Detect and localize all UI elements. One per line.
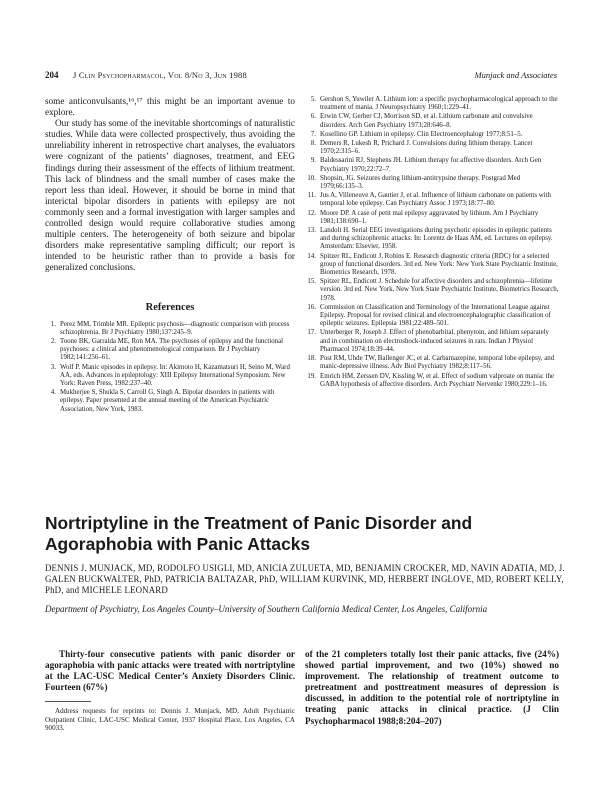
journal-citation: J Clin Psychopharmacol, Vol 8/No 3, Jun 1988 (73, 70, 247, 80)
reprint-footnote: Address requests for reprints to: Dennis J. Munjack, MD, Adult Psychiatric Outpatient Clinic, LAC-USC Medical Center, 1937 Hospital Place, Los Angeles, CA 90033. (45, 707, 295, 733)
reference-number: 11. (307, 192, 316, 200)
reference-text: Jus A, Villeneuve A, Gautier J, et al. Influence of lithium carbonate on patients with temporal lobe epilepsy. Can Psychiatry Assoc J 1973;18:77–80. (320, 192, 552, 208)
reference-text: Commission on Classification and Terminology of the International League against Epilepsy. Proposal for revised clinical and electroencephalographic classification of epileptic seizures. Epilepsia 1981;22:489–501. (320, 303, 551, 328)
reference-item (45, 389, 295, 414)
reference-item (305, 96, 559, 112)
reference-item (305, 253, 559, 278)
references-heading: References (145, 301, 195, 313)
reference-number: 1. (50, 320, 56, 328)
reference-item (305, 157, 559, 173)
abstract-text: Thirty-four consecutive patients with panic disorder or agoraphobia with panic attacks were treated with nortriptyline at the LAC-USC Medical Center’s Anxiety Disorders Clinic. Fourteen (67%) (45, 649, 295, 693)
reference-number: 9. (310, 157, 316, 165)
article-title: Nortriptyline in the Treatment of Panic Disorder and Agoraphobia with Panic Attacks (45, 513, 473, 554)
discussion-paragraph: some anticonvulsants,¹⁶,¹⁷ this might be an important avenue to explore. (45, 96, 295, 118)
reference-item (305, 373, 559, 389)
author-list: DENNIS J. MUNJACK, MD, RODOLFO USIGLI, MD, ANICIA ZULUETA, MD, BENJAMIN CROCKER, MD, NAVIN ADATIA, MD, J. GALEN BUCKWALTER, PhD, PATRICIA BALTAZAR, PhD, WILLIAM KURVINK, MD, HERBERT INGLOVE, MD, ROBERT KELLY, PhD, and MICHELE LEONARD (45, 563, 565, 595)
reference-text: Moore DP. A case of petit mal epilepsy aggravated by lithium. Am J Psychiatry 1981;138:690–1. (320, 209, 539, 225)
reference-text: Unterberger R, Joseph J. Effect of phenobarbital, phenytoin, and lithium separately and in combination on electroshock-induced seizures in rats. Indian J Physiol Pharmacol 1974;18:39–44. (320, 329, 549, 353)
reference-item (305, 192, 559, 208)
reference-number: 2. (50, 337, 56, 345)
reference-number: 12. (307, 209, 316, 217)
reference-item (45, 364, 295, 389)
reference-item (305, 175, 559, 191)
reference-text: Mukherjee S, Shukla S, Carroll G, Singh A. Bipolar disorders in patients with epilepsy. Paper presented at the annual meeting of the American Psychiatric Association, New York, 1983. (60, 389, 275, 413)
reference-text: Spitzer RL, Endicott J, Robins E. Research diagnostic criteria (RDC) for a selected group of functional disorders. 3rd ed. New York: New York State Psychiatric Institute, Biometrics Research, 1978. (320, 252, 558, 277)
reference-number: 6. (310, 113, 316, 121)
reference-item (305, 140, 559, 156)
reference-item (305, 278, 559, 303)
reference-text: Emrich HM, Zerssen DV, Kissling W, et al. Effect of sodium valproate on mania: the GABA hypothesis of affective disorders. Arch Psychiatr Nervenkr 1980;229:1–16. (320, 372, 554, 388)
reference-item (305, 210, 559, 226)
author-affiliation: Department of Psychiatry, Los Angeles County–University of Southern California Medical Center, Los Angeles, California (45, 604, 488, 614)
running-title: Munjack and Associates (474, 70, 557, 80)
reference-text: Wolf P. Manic episodes in epilepsy. In: Akimoto H, Kazamatsuri H, Seino M, Ward AA, eds. Advances in epileptology: XIII Epilepsy International Symposium. New York: Raven Press, 1982:237–40. (60, 363, 290, 387)
reference-text: Baldessarini RJ, Stephens JH. Lithium therapy for affective disorders. Arch Gen Psychiatry 1970;22:72–7. (320, 157, 542, 173)
reference-item (305, 131, 559, 139)
reference-item (305, 304, 559, 329)
reference-text: Demers R, Lukesh R, Prichard J. Convulsions during lithium therapy. Lancet 1970;2:315–6. (320, 140, 533, 156)
left-column (45, 96, 295, 415)
right-column (305, 96, 559, 394)
reference-number: 5. (310, 96, 316, 103)
page-number: 204 (45, 70, 59, 80)
reference-number: 3. (50, 363, 56, 371)
reference-text: Spitzer RL, Endicott J. Schedule for affective disorders and schizophrenia—lifetime version. 3rd ed. New York, New York State Psychiatric Institute, Biometrics Research, 1978. (320, 278, 559, 302)
reference-item (305, 355, 559, 371)
reference-text: Shopsin, JG. Seizures during lithium-antitrypsine therapy. Postgrad Med 1979;66:135–3. (320, 174, 521, 191)
footnote-divider (45, 701, 91, 702)
abstract-right-column (305, 649, 559, 727)
reference-list-right (305, 96, 559, 393)
reference-text: Kosellino GP. Lithium in epilepsy. Clin Electroencephalogr 1977;8:51–5. (320, 130, 523, 138)
reference-number: 15. (307, 278, 316, 286)
abstract-text: of the 21 completers totally lost their panic attacks, five (24%) showed partial improvement, and two (10%) showed no improvement. The relationship of treatment outcome to pretreatment and posttreatment measures of depression is discussed, in addition to the potential role of nortriptyline in treating panic attacks in clinical practice. (J Clin Psychopharmacol 1988;8:204–207) (305, 649, 559, 726)
reference-number: 19. (307, 372, 316, 380)
reference-text: Erwin CW, Gerber CJ, Morrison SD, et al. Lithium carbonate and convulsive disorders. Arch Gen Psychiatry 1973;28:646–8. (320, 113, 533, 129)
reference-text: Toone BK, Garralda ME, Ron MA. The psychoses of epilepsy and the functional psychoses: a clinical and phenomenological comparison. Br J Psychiatry 1982;141:256–61. (60, 337, 284, 362)
reference-number: 18. (307, 355, 316, 363)
reference-text: Post RM, Uhde TW, Ballenger JC, et al. Carbamazepine, temporal lobe epilepsy, and manic-depressive illness. Adv Biol Psychiatry 1982;8:117–56. (320, 355, 555, 371)
reference-item (305, 227, 559, 252)
abstract-left-column (45, 649, 295, 733)
reference-number: 4. (50, 389, 56, 397)
reference-number: 14. (307, 252, 316, 260)
reference-text: Gershon S, Yuwiler A. Lithium ion: a specific psychopharmacological approach to the treatment of mania. J Neuropsychiatry 1960;1:229–41. (320, 96, 558, 112)
reference-number: 10. (307, 174, 316, 182)
reference-number: 13. (307, 227, 316, 235)
reference-item (45, 338, 295, 363)
reference-number: 16. (307, 303, 316, 311)
reference-item (45, 321, 295, 337)
reference-number: 17. (307, 329, 316, 337)
reference-number: 8. (310, 140, 316, 148)
discussion-paragraph: Our study has some of the inevitable shortcomings of naturalistic studies. While data were collected prospectively, thus avoiding the unreliability inherent in retrospective chart analyses, the evaluators were cognizant of the patients’ diagnoses, treatment, and EEG findings during their assessment of the effects of lithium treatment. This lack of blindness and the small number of cases make the report less than ideal. However, it should be borne in mind that interictal bipolar disorders in patients with epilepsy are not commonly seen and a formal investigation with larger samples and controlled design would require collaborative studies among multiple centers. The heterogeneity of both seizure and bipolar disorders make representative sampling difficult; our report is intended to be heuristic rather than to provide a basis for generalized conclusions. (45, 118, 295, 273)
reference-item (305, 113, 559, 129)
reference-text: Perez MM, Trimble MR. Epileptic psychosis—diagnostic comparison with process schizophrenia. Br J Psychiatry 1980;137:245–9. (60, 320, 290, 336)
reference-item (305, 329, 559, 354)
reference-text: Landolt H. Serial EEG investigations during psychotic episodes in epileptic patients and during schizophrenic attacks. In: Lorentz de Haas AM, ed. Lectures on epilepsy. Amsterdam: Elsevier, 1958. (320, 227, 553, 251)
reference-number: 7. (310, 130, 316, 138)
reference-list-left (45, 321, 295, 414)
running-head (45, 70, 557, 84)
